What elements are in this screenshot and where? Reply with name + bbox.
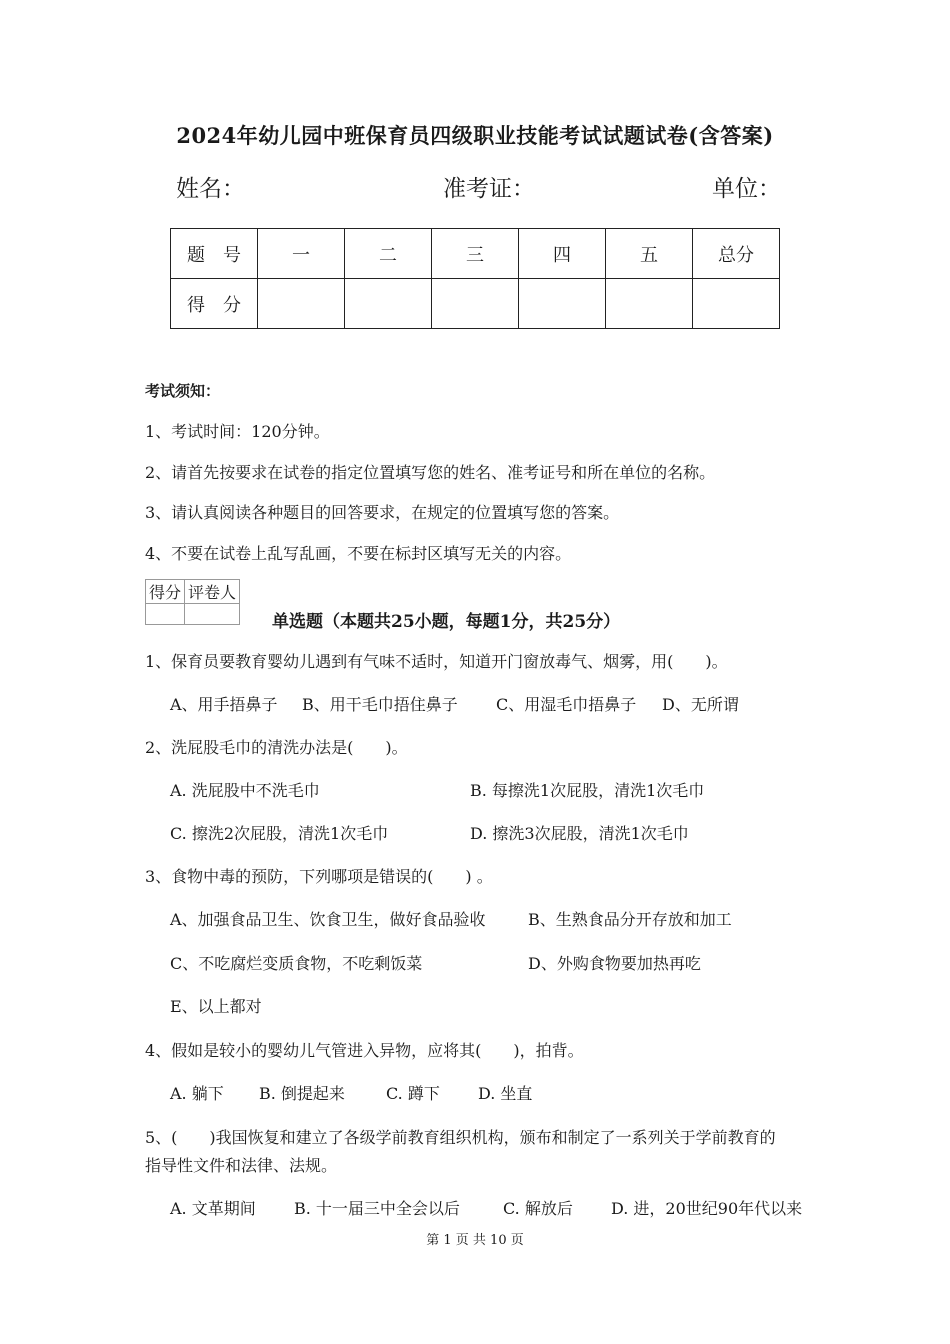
score-header-cell: 五: [606, 229, 693, 279]
notice-heading: 考试须知：: [145, 382, 221, 400]
question-option: D. 坐直: [478, 1084, 533, 1103]
notice-item: 4、不要在试卷上乱写乱画，不要在标封区填写无关的内容。: [145, 544, 572, 563]
question-stem: 3、食物中毒的预防，下列哪项是错误的( ) 。: [145, 867, 493, 886]
grader-score-cell[interactable]: [146, 604, 185, 625]
question-option: D、无所谓: [662, 695, 739, 714]
unit-field-label: 单位：: [712, 176, 781, 202]
question-option: B. 每擦洗1次屁股，清洗1次毛巾: [470, 781, 705, 800]
notice-item: 2、请首先按要求在试卷的指定位置填写您的姓名、准考证号和所在单位的名称。: [145, 463, 716, 482]
question-stem-continued: 指导性文件和法律、法规。: [145, 1156, 338, 1175]
document-title: 2024年幼儿园中班保育员四级职业技能考试试题试卷(含答案): [176, 123, 774, 148]
question-option: B. 倒提起来: [259, 1084, 345, 1103]
question-option: C、用湿毛巾捂鼻子: [496, 695, 637, 714]
notice-item: 3、请认真阅读各种题目的回答要求，在规定的位置填写您的答案。: [145, 503, 620, 522]
question-option: A. 躺下: [170, 1084, 224, 1103]
score-input-cell[interactable]: [519, 279, 606, 329]
page-footer: 第 1 页 共 10 页: [426, 1233, 524, 1248]
score-header-cell: 二: [345, 229, 432, 279]
score-input-cell[interactable]: [693, 279, 780, 329]
score-input-cell[interactable]: [258, 279, 345, 329]
name-field-label: 姓名：: [176, 176, 245, 202]
score-input-cell[interactable]: [606, 279, 693, 329]
score-input-cell[interactable]: [432, 279, 519, 329]
score-header-cell: 题 号: [171, 229, 258, 279]
question-stem: 2、洗屁股毛巾的清洗办法是( )。: [145, 738, 408, 757]
score-table: [170, 228, 780, 329]
score-input-cell[interactable]: [345, 279, 432, 329]
score-table-score-row: [171, 279, 780, 329]
score-header-cell: 三: [432, 229, 519, 279]
question-stem: 5、( )我国恢复和建立了各级学前教育组织机构，颁布和制定了一系列关于学前教育的: [145, 1128, 776, 1147]
notice-item: 1、考试时间：120分钟。: [145, 422, 330, 441]
grader-score-label: 得分: [146, 580, 185, 604]
question-option: A、用手捂鼻子: [170, 695, 278, 714]
question-option: D. 进，20世纪90年代以来: [611, 1199, 803, 1218]
grader-box: [145, 579, 240, 625]
score-header-cell: 一: [258, 229, 345, 279]
question-option: D、外购食物要加热再吃: [528, 954, 701, 973]
grader-name-cell[interactable]: [185, 604, 240, 625]
score-table-header-row: [171, 229, 780, 279]
question-option: E、以上都对: [170, 997, 262, 1016]
question-option: C. 擦洗2次屁股，清洗1次毛巾: [170, 824, 389, 843]
question-option: A、加强食品卫生、饮食卫生，做好食品验收: [170, 910, 486, 929]
question-option: A. 文革期间: [170, 1199, 256, 1218]
question-option: B. 十一届三中全会以后: [294, 1199, 460, 1218]
question-option: B、用干毛巾捂住鼻子: [302, 695, 458, 714]
question-option: D. 擦洗3次屁股，清洗1次毛巾: [470, 824, 689, 843]
score-row-label: 得 分: [171, 279, 258, 329]
score-header-cell: 四: [519, 229, 606, 279]
exam-id-field-label: 准考证：: [443, 176, 535, 202]
question-option: B、生熟食品分开存放和加工: [528, 910, 732, 929]
question-stem: 1、保育员要教育婴幼儿遇到有气味不适时，知道开门窗放毒气、烟雾，用( )。: [145, 652, 728, 671]
question-option: A. 洗屁股中不洗毛巾: [170, 781, 320, 800]
question-stem: 4、假如是较小的婴幼儿气管进入异物，应将其( )，拍背。: [145, 1041, 584, 1060]
question-option: C. 蹲下: [386, 1084, 440, 1103]
question-option: C、不吃腐烂变质食物，不吃剩饭菜: [170, 954, 423, 973]
score-header-cell: 总分: [693, 229, 780, 279]
grader-name-label: 评卷人: [185, 580, 240, 604]
question-option: C. 解放后: [503, 1199, 573, 1218]
section-title: 单选题（本题共25小题，每题1分，共25分）: [272, 612, 621, 632]
